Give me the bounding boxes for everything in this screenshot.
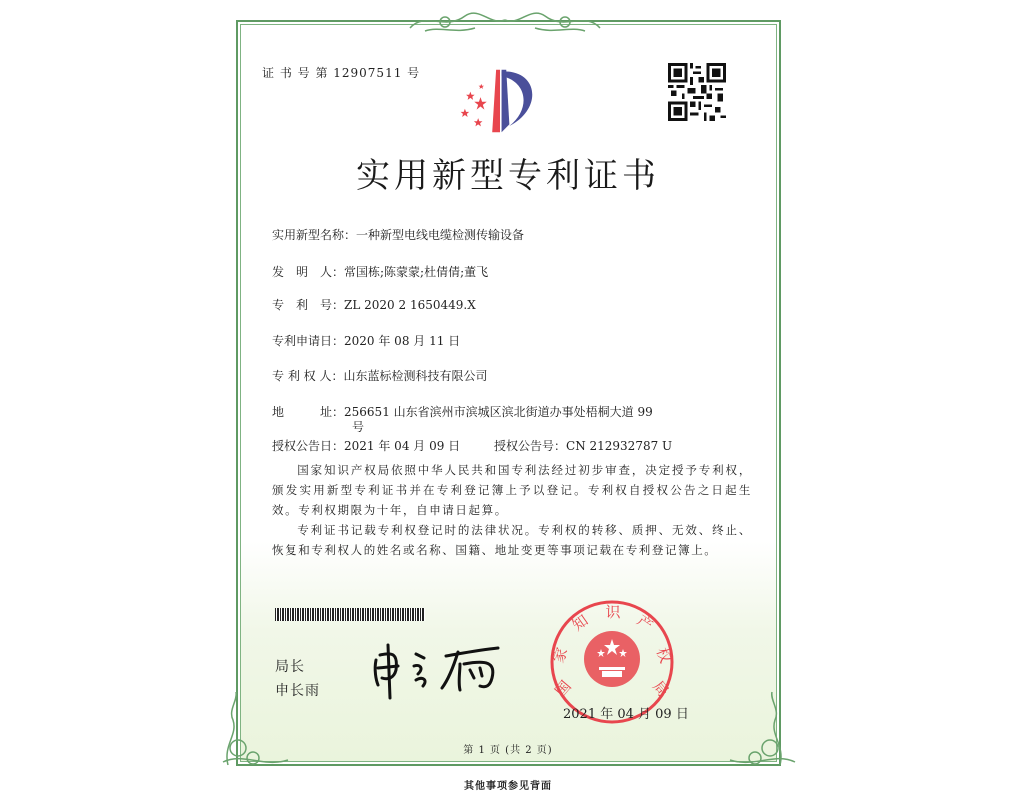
cnipa-logo-icon	[450, 62, 550, 140]
top-ornament-icon	[405, 6, 605, 36]
field-utility-model-name	[272, 226, 524, 243]
seal-date: 2021 年 04 月 09 日	[563, 707, 689, 722]
field-label: 授权公告号：	[494, 439, 567, 453]
page-number: 第 1 页 (共 2 页)	[463, 745, 553, 756]
certificate-number: 证 书 号 第 12907511 号	[262, 66, 421, 80]
corner-ornament-icon	[218, 690, 298, 770]
field-value: 一种新型电线电缆检测传输设备	[356, 228, 525, 242]
field-value: 常国栋;陈蒙蒙;杜倩倩;董飞	[344, 265, 489, 279]
field-patentee	[272, 367, 487, 384]
svg-text:识: 识	[605, 603, 621, 621]
svg-text:局: 局	[649, 677, 673, 701]
legal-paragraph: 专利证书记载专利权登记时的法律状况。专利权的转移、质押、无效、终止、恢复和专利权人的姓名或名称、国籍、地址变更等事项记载在专利登记簿上。	[272, 523, 752, 557]
field-grant-number	[494, 437, 672, 454]
field-label: 专 利 权 人：	[272, 369, 344, 383]
field-address-continuation: 号	[352, 420, 365, 434]
legal-text	[272, 460, 752, 560]
corner-ornament-icon	[720, 690, 800, 770]
field-patent-number	[272, 296, 476, 313]
svg-text:知: 知	[568, 611, 592, 635]
field-label: 专 利 号：	[272, 298, 345, 312]
field-label: 实用新型名称：	[272, 228, 357, 242]
qr-code-icon	[667, 63, 727, 121]
svg-text:权: 权	[652, 645, 675, 666]
signature-icon	[368, 640, 508, 700]
svg-text:国: 国	[551, 677, 575, 701]
field-label: 地 址：	[272, 405, 345, 419]
field-value: 2021 年 04 月 09 日	[344, 439, 461, 453]
field-value: ZL 2020 2 1650449.X	[344, 298, 476, 312]
svg-text:家: 家	[549, 645, 572, 666]
barcode-icon	[275, 608, 425, 621]
director-title: 局长	[275, 659, 305, 675]
field-value: 256651 山东省滨州市滨城区滨北街道办事处梧桐大道 99	[344, 405, 653, 419]
field-value: 2020 年 08 月 11 日	[344, 334, 461, 348]
field-label: 授权公告日：	[272, 439, 345, 453]
field-label: 专利申请日：	[272, 334, 345, 348]
certificate-title: 实用新型专利证书	[356, 156, 660, 196]
svg-text:产: 产	[633, 611, 657, 635]
field-grant-date	[272, 437, 460, 454]
field-application-date	[272, 332, 460, 349]
field-label: 发 明 人：	[272, 265, 345, 279]
field-inventors	[272, 263, 488, 280]
field-value: 山东蓝标检测科技有限公司	[343, 369, 488, 383]
field-value: CN 212932787 U	[566, 439, 673, 453]
footer-note: 其他事项参见背面	[464, 781, 552, 792]
director-name: 申长雨	[275, 683, 320, 699]
field-address	[272, 403, 653, 420]
legal-paragraph: 国家知识产权局依照中华人民共和国专利法经过初步审查，决定授予专利权，颁发实用新型专利证书并在专利登记簿上予以登记。专利权自授权公告之日起生效。专利权期限为十年，自申请日起算。	[272, 463, 752, 517]
